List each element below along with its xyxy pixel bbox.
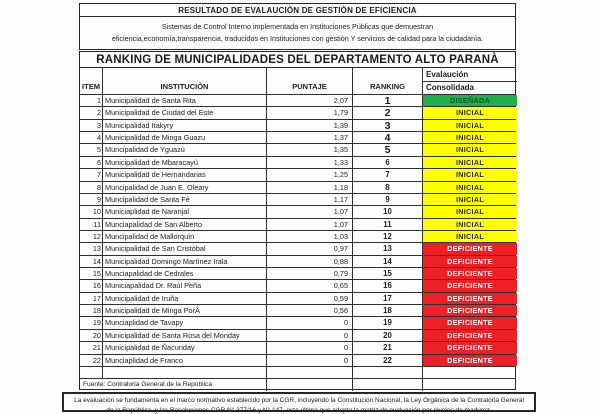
report-subtitle-line1: Sistemas de Control Interno implementada en Instituciones Pùblicas que demuestran (161, 21, 434, 31)
cell-puntaje: 0 (267, 355, 353, 366)
cell-ranking: 20 (353, 330, 423, 341)
cell-institucion: Municipalidad Domingo Martìnez Irala (103, 256, 267, 267)
cell-puntaje: 1,17 (267, 194, 353, 205)
cell-institucion: Munciapalidad de Cedrales (103, 268, 267, 279)
cell-item-number: 9 (80, 194, 103, 205)
column-header-evaluacion-line1: Evalaución (423, 68, 517, 82)
cell-evaluacion-status-badge: DEFICIENTE (423, 355, 517, 366)
cell-evaluacion-status-badge: INICIAL (423, 219, 517, 230)
table-row (80, 156, 515, 168)
cell-item-number: 12 (80, 231, 103, 242)
table-body (80, 94, 515, 366)
cell-item-number: 16 (80, 280, 103, 291)
report-subtitle (79, 16, 516, 50)
cell-puntaje: 0,56 (267, 305, 353, 316)
cell-institucion: Munciaplidad de Tavapy (103, 317, 267, 328)
column-header-institucion: INSTITUCIÒN (103, 68, 267, 94)
cell-evaluacion-status-badge: DEFICIENTE (423, 293, 517, 304)
cell-institucion: Municipalidad de Ciudad del Este (103, 107, 267, 118)
cell-puntaje: 1,03 (267, 231, 353, 242)
table-row (80, 230, 515, 242)
cell-institucion: Municiaplidad de Naranjal (103, 206, 267, 217)
cell-ranking: 4 (353, 132, 423, 143)
cell-ranking: 2 (353, 107, 423, 118)
cell-ranking: 8 (353, 182, 423, 193)
cell-evaluacion-status-badge: DEFICIENTE (423, 330, 517, 341)
cell-puntaje: 0 (267, 317, 353, 328)
cell-institucion: Muncipalidad de Juan E. Oleary (103, 182, 267, 193)
cell-evaluacion-status-badge: DEFICIENTE (423, 305, 517, 316)
table-row (80, 267, 515, 279)
cell-ranking: 14 (353, 256, 423, 267)
report-title: RESULTADO DE EVALAUCIÒN DE GESTIÒN DE EFICIENCIA (79, 3, 516, 17)
cell-ranking: 6 (353, 157, 423, 168)
source-row (80, 378, 515, 391)
cell-institucion: Municipalidad de Minga Guazu (103, 132, 267, 143)
cell-institucion: Municiapalidad Dr. Raùl Peña (103, 280, 267, 291)
table-row (80, 329, 515, 341)
cell-institucion: Munciapalidad de San Alberto (103, 219, 267, 230)
table-row (80, 131, 515, 143)
table-row (80, 242, 515, 254)
cell-evaluacion-status-badge: INICIAL (423, 169, 517, 180)
cell-item-number: 4 (80, 132, 103, 143)
report-subtitle-line2: eficiencia,economìa,transparencia, traducidos en Instituciones con gestiòn Y servicios de calidad para la ciudadanìa. (111, 34, 484, 43)
cell-puntaje: 0 (267, 330, 353, 341)
table-row (80, 181, 515, 193)
cell-item-number: 6 (80, 157, 103, 168)
cell-ranking: 11 (353, 219, 423, 230)
cell-puntaje: 0,97 (267, 243, 353, 254)
cell-puntaje: 1,18 (267, 182, 353, 193)
cell-institucion: Municipalidad de Iruña (103, 293, 267, 304)
table-row (80, 341, 515, 353)
cell-puntaje: 2,07 (267, 95, 353, 106)
cell-institucion: Muncipalidad de Yguazù (103, 144, 267, 155)
cell-item-number: 13 (80, 243, 103, 254)
cell-puntaje: 1,35 (267, 144, 353, 155)
cell-ranking: 10 (353, 206, 423, 217)
cell-ranking: 21 (353, 342, 423, 353)
cell-item-number: 19 (80, 317, 103, 328)
table-row (80, 279, 515, 291)
cell-puntaje: 0,88 (267, 256, 353, 267)
cell-evaluacion-status-badge: DEFICIENTE (423, 317, 517, 328)
cell-puntaje: 1,79 (267, 107, 353, 118)
cell-item-number: 3 (80, 120, 103, 131)
cell-item-number: 11 (80, 219, 103, 230)
cell-item-number: 7 (80, 169, 103, 180)
cell-evaluacion-status-badge: DEFICIENTE (423, 243, 517, 254)
cell-ranking: 5 (353, 144, 423, 155)
cell-item-number: 14 (80, 256, 103, 267)
cell-ranking: 7 (353, 169, 423, 180)
table-row (80, 193, 515, 205)
cell-ranking: 1 (353, 95, 423, 106)
cell-ranking: 3 (353, 120, 423, 131)
cell-ranking: 18 (353, 305, 423, 316)
cell-institucion: Municipalidad de Santa Rosa del Monday (103, 330, 267, 341)
cell-institucion: Municipalidad de Minga PorÂ (103, 305, 267, 316)
table-row (80, 168, 515, 180)
cell-evaluacion-status-badge: DISEÑADA (423, 95, 517, 106)
cell-puntaje: 0,79 (267, 268, 353, 279)
cell-evaluacion-status-badge: INICIAL (423, 194, 517, 205)
ranking-title: RANKING DE MUNICIPALIDADES DEL DEPARTAMENTO ALTO PARANÀ (79, 51, 516, 68)
table-row (80, 354, 515, 366)
column-header-ranking: RANKING (353, 68, 423, 94)
cell-puntaje: 0 (267, 342, 353, 353)
table-row (80, 143, 515, 155)
legal-footnote: La evaluación se fundamenta en el marco normativo establecido por la CGR, incluyendo la Constitución Nacional, la Ley Orgánica de la Contraloria General de la República, y las Resoluciones CGR N° 377/16 y N° 147, esta última que adopta la matriz de evaluación por niveles de madurez. (62, 392, 536, 412)
table-row (80, 205, 515, 217)
cell-item-number: 8 (80, 182, 103, 193)
cell-item-number: 20 (80, 330, 103, 341)
cell-item-number: 1 (80, 95, 103, 106)
cell-ranking: 16 (353, 280, 423, 291)
cell-item-number: 21 (80, 342, 103, 353)
table-row (80, 316, 515, 328)
cell-evaluacion-status-badge: INICIAL (423, 157, 517, 168)
cell-item-number: 17 (80, 293, 103, 304)
cell-ranking: 15 (353, 268, 423, 279)
cell-ranking: 13 (353, 243, 423, 254)
cell-ranking: 17 (353, 293, 423, 304)
cell-evaluacion-status-badge: INICIAL (423, 144, 517, 155)
ranking-table (79, 67, 516, 390)
column-header-puntaje: PUNTAJE (267, 68, 353, 94)
cell-institucion: Municipalidad de Ñacunday (103, 342, 267, 353)
cell-evaluacion-status-badge: INICIAL (423, 182, 517, 193)
cell-item-number: 5 (80, 144, 103, 155)
cell-item-number: 22 (80, 355, 103, 366)
cell-evaluacion-status-badge: INICIAL (423, 120, 517, 131)
cell-institucion: Municipalidad de Santa Rita (103, 95, 267, 106)
cell-ranking: 22 (353, 355, 423, 366)
cell-puntaje: 1,37 (267, 132, 353, 143)
table-header-row (80, 68, 515, 94)
table-row (80, 218, 515, 230)
cell-ranking: 19 (353, 317, 423, 328)
cell-institucion: Muncipalidad de Mallorquìn (103, 231, 267, 242)
cell-item-number: 18 (80, 305, 103, 316)
cell-item-number: 15 (80, 268, 103, 279)
cell-puntaje: 1,25 (267, 169, 353, 180)
table-row (80, 94, 515, 106)
cell-ranking: 9 (353, 194, 423, 205)
column-header-evaluacion-consolidada (423, 68, 517, 94)
cell-institucion: Municipalidad Itakyry (103, 120, 267, 131)
cell-evaluacion-status-badge: DEFICIENTE (423, 268, 517, 279)
cell-institucion: Munciaplidad de Franco (103, 355, 267, 366)
table-row (80, 106, 515, 118)
cell-puntaje: 0,59 (267, 293, 353, 304)
cell-item-number: 2 (80, 107, 103, 118)
cell-evaluacion-status-badge: DEFICIENTE (423, 342, 517, 353)
table-row (80, 119, 515, 131)
cell-puntaje: 1,07 (267, 219, 353, 230)
cell-item-number: 10 (80, 206, 103, 217)
cell-evaluacion-status-badge: INICIAL (423, 107, 517, 118)
column-header-item: ITEM (80, 68, 103, 94)
source-label: Fuente: Contraloria General de la República (80, 379, 267, 391)
column-header-evaluacion-line2: Consolidada (426, 83, 475, 93)
cell-institucion: Municipalidad de Hernandarias (103, 169, 267, 180)
cell-evaluacion-status-badge: DEFICIENTE (423, 256, 517, 267)
cell-ranking: 12 (353, 231, 423, 242)
table-row (80, 304, 515, 316)
cell-institucion: Municipalidad de Mbaracayù (103, 157, 267, 168)
cell-evaluacion-status-badge: INICIAL (423, 231, 517, 242)
table-row (80, 292, 515, 304)
empty-row (80, 366, 515, 378)
cell-puntaje: 1,33 (267, 157, 353, 168)
cell-evaluacion-status-badge: INICIAL (423, 206, 517, 217)
cell-institucion: Municipalidad de San Cristòbal (103, 243, 267, 254)
cell-puntaje: 1,39 (267, 120, 353, 131)
table-row (80, 255, 515, 267)
cell-evaluacion-status-badge: DEFICIENTE (423, 280, 517, 291)
cell-evaluacion-status-badge: INICIAL (423, 132, 517, 143)
cell-puntaje: 1,07 (267, 206, 353, 217)
cell-institucion: Muncipalidad de Santa Fè (103, 194, 267, 205)
cell-puntaje: 0,65 (267, 280, 353, 291)
